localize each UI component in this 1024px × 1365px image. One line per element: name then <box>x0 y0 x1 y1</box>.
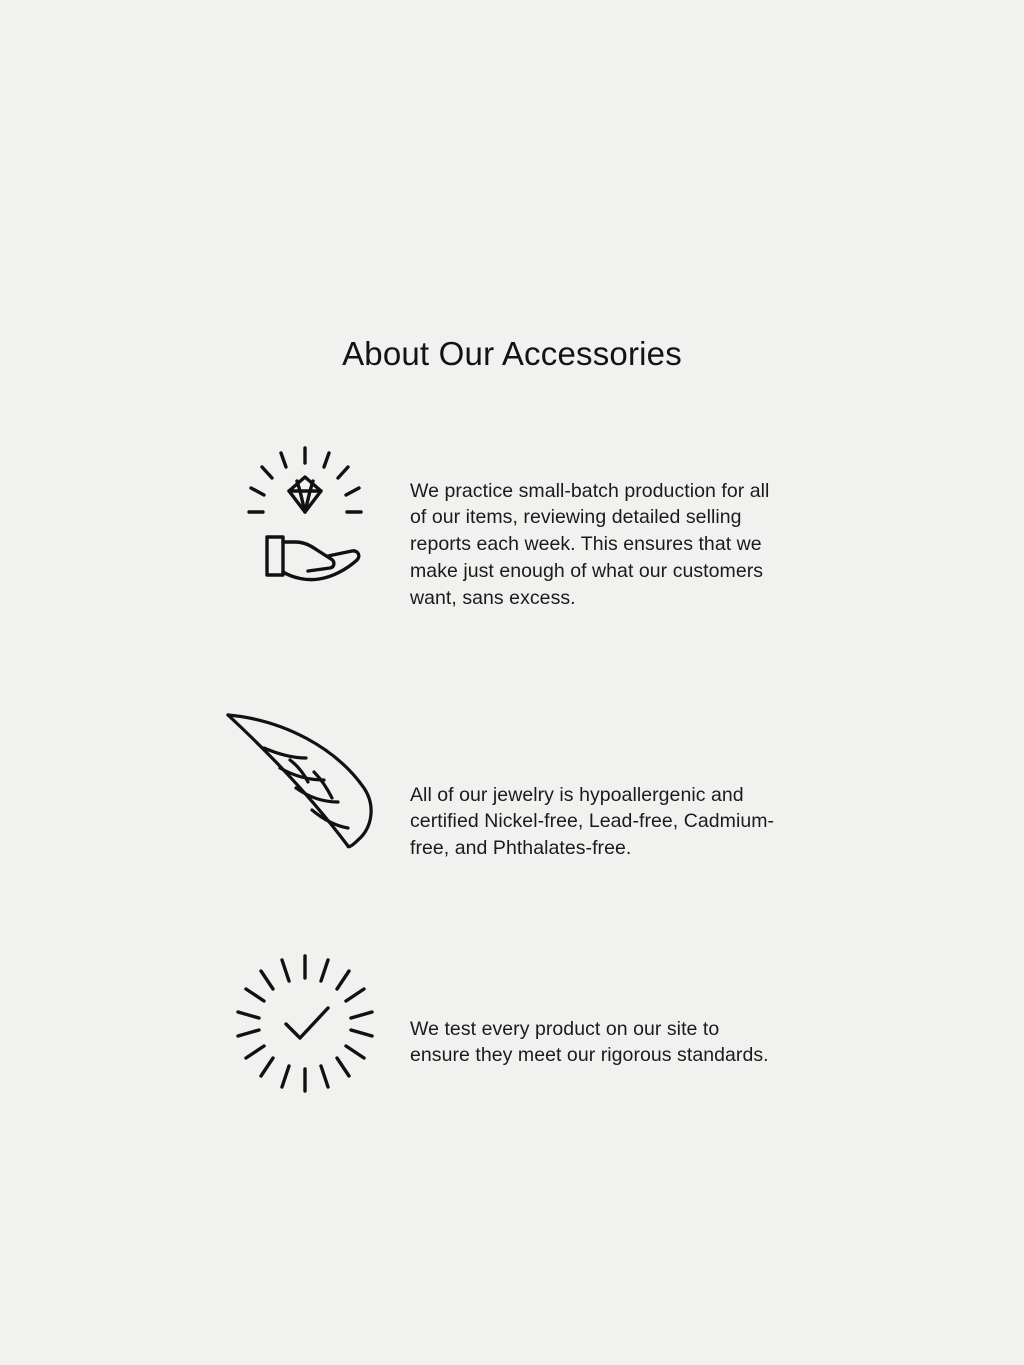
list-item-text: We practice small-batch production for all of our items, reviewing detailed selling reports each week. This ensures that we make just enough of what our customers want, sans excess. <box>410 479 770 610</box>
list-item <box>0 420 1024 678</box>
list-item-text: All of our jewelry is hypoallergenic and certified Nickel-free, Lead-free, Cadmium-free, and Phthalates-free. <box>410 783 775 860</box>
list-item-text: We test every product on our site to ensure they meet our rigorous standards. <box>410 1017 769 1067</box>
feature-list <box>0 420 1024 1106</box>
feather-icon <box>0 678 410 860</box>
list-item <box>0 678 1024 906</box>
hand-holding-diamond-icon <box>0 420 410 596</box>
page-title: About Our Accessories <box>342 335 682 373</box>
checkmark-burst-icon <box>0 906 410 1098</box>
list-item <box>0 906 1024 1106</box>
